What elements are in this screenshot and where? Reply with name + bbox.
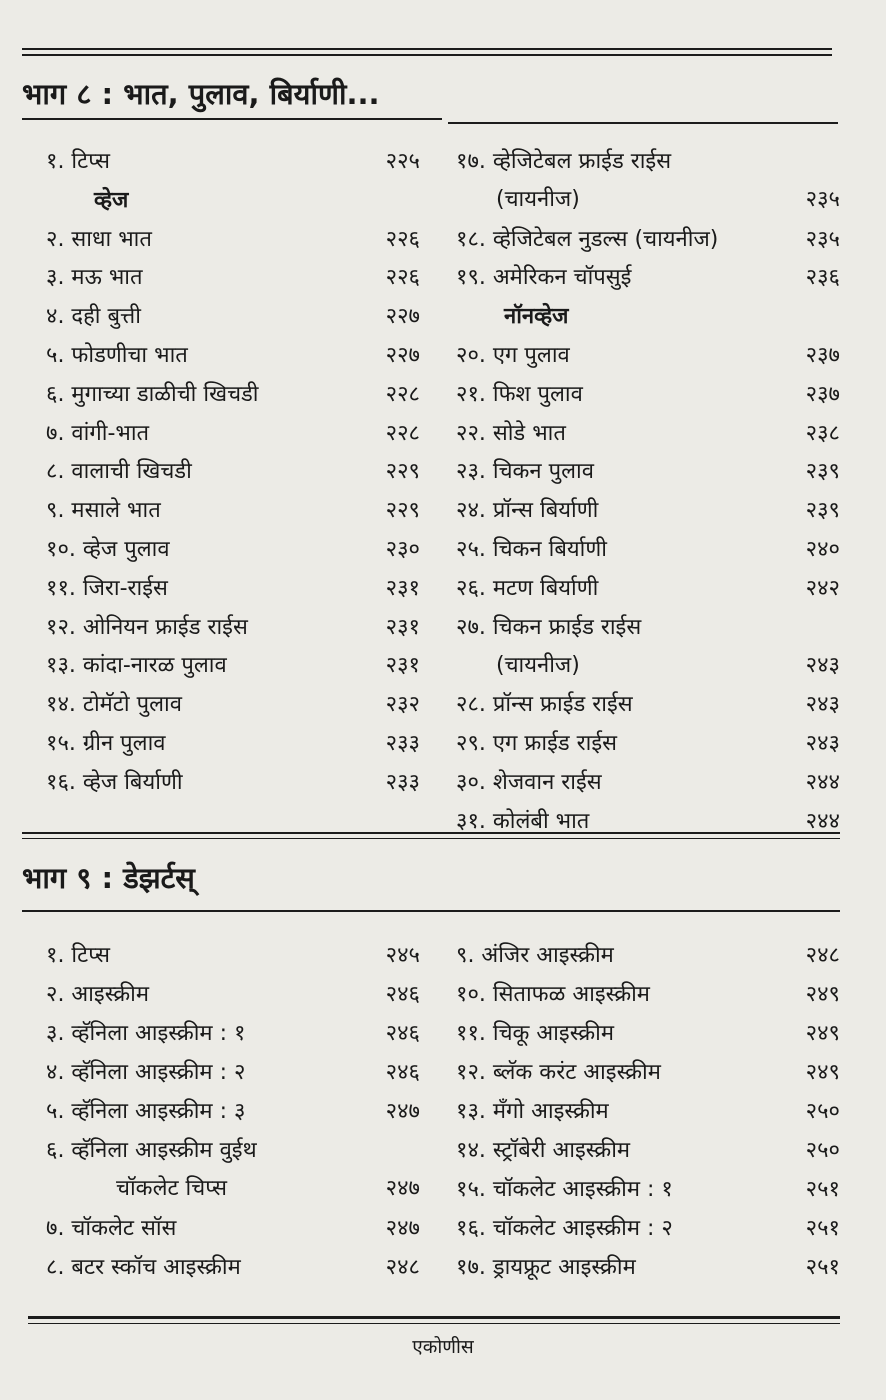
- toc-entry: [456, 612, 840, 678]
- bottom-rule: [28, 1316, 840, 1319]
- page-footer: एकोणीस: [412, 1336, 474, 1358]
- bottom-rule-2: [28, 1323, 840, 1324]
- toc-entry: [456, 1213, 840, 1253]
- toc-entry: [46, 418, 420, 458]
- toc-entry: [456, 495, 840, 535]
- entry-title: २४. प्रॉन्स बिर्याणी: [456, 498, 599, 524]
- page-number: २५०: [805, 1138, 840, 1163]
- entry-title: २७. चिकन फ्राईड राईस: [456, 614, 642, 640]
- page-number: २४३: [805, 692, 840, 718]
- toc-entry: [46, 262, 420, 302]
- toc-entry: [46, 495, 420, 535]
- entry-title: ४. दही बुत्ती: [46, 304, 141, 330]
- page-number: २२६: [385, 226, 420, 252]
- page-number: २५१: [805, 1255, 840, 1280]
- entry-title: ७. वांगी-भात: [46, 420, 150, 446]
- toc-entry: [456, 728, 840, 768]
- page-number: २३१: [385, 614, 420, 640]
- toc-entry: [456, 806, 840, 846]
- entry-title: १०. व्हेज पुलाव: [46, 537, 170, 562]
- entry-title-continued: (चायनीज): [496, 187, 580, 212]
- entry-title: २६. मटण बिर्याणी: [456, 575, 599, 601]
- entry-title: २५. चिकन बिर्याणी: [456, 537, 607, 562]
- toc-entry: [46, 1018, 420, 1058]
- page-number: २४८: [385, 1255, 420, 1280]
- entry-title: १. टिप्स: [46, 943, 110, 968]
- toc-entry: [456, 767, 840, 807]
- page-number: २४६: [385, 1060, 420, 1085]
- toc-entry: [456, 262, 840, 302]
- entry-title: ३. व्हॅनिला आइस्क्रीम : १: [46, 1021, 246, 1046]
- section8-heading-rule: [22, 118, 442, 120]
- entry-title: १५. चॉकलेट आइस्क्रीम : १: [456, 1177, 673, 1202]
- toc-entry: [46, 1057, 420, 1097]
- page-number: २५१: [805, 1216, 840, 1241]
- toc-entry: [456, 689, 840, 729]
- section8-heading-rule-right: [448, 122, 838, 124]
- entry-title: १९. अमेरिकन चॉपसुई: [456, 265, 632, 291]
- toc-entry: [46, 379, 420, 419]
- entry-title: १७. व्हेजिटेबल फ्राईड राईस: [456, 149, 672, 174]
- page-number: २२६: [385, 265, 420, 291]
- toc-entry: [456, 379, 840, 419]
- entry-title: ३१. कोलंबी भात: [456, 808, 590, 834]
- section9-heading-rule: [22, 910, 840, 912]
- toc-entry: [46, 456, 420, 496]
- toc-entry: [456, 1252, 840, 1292]
- entry-title: १३. कांदा-नारळ पुलाव: [46, 653, 227, 679]
- entry-title: १०. सिताफळ आइस्क्रीम: [456, 982, 650, 1007]
- page-number: २२८: [385, 381, 420, 407]
- toc-entry: [46, 1213, 420, 1253]
- page-number: २२९: [385, 459, 420, 485]
- toc-entry: [456, 1174, 840, 1214]
- entry-title: २. आइस्क्रीम: [46, 982, 150, 1007]
- page-number: २३७: [805, 381, 840, 407]
- toc-entry: [46, 224, 420, 264]
- toc-entry: [46, 301, 420, 341]
- toc-entry: [456, 418, 840, 458]
- toc-entry: [456, 340, 840, 380]
- entry-title: ५. व्हॅनिला आइस्क्रीम : ३: [46, 1099, 246, 1124]
- toc-entry: [46, 573, 420, 613]
- toc-entry: [46, 767, 420, 807]
- page-number: २२७: [385, 304, 420, 330]
- entry-title: ८. वालाची खिचडी: [46, 459, 192, 485]
- page-number: २४७: [385, 1216, 420, 1241]
- page-number: २३३: [385, 731, 420, 756]
- toc-entry: [456, 1135, 840, 1175]
- toc-entry: [46, 1252, 420, 1292]
- entry-title: १५. ग्रीन पुलाव: [46, 731, 166, 756]
- entry-title: ९. अंजिर आइस्क्रीम: [456, 943, 614, 968]
- page-number: २३९: [805, 459, 840, 485]
- page-number: २४४: [805, 769, 840, 795]
- page-number: २३१: [385, 575, 420, 601]
- page-number: २४९: [805, 982, 840, 1007]
- subheading: नॉनव्हेज: [504, 304, 569, 330]
- page-number: २२५: [385, 149, 420, 174]
- entry-title: ६. व्हॅनिला आइस्क्रीम वुईथ: [46, 1138, 257, 1163]
- page-number: २३१: [385, 653, 420, 679]
- toc-entry: [456, 146, 840, 212]
- toc-entry: [456, 940, 840, 980]
- page-number: २४७: [385, 1099, 420, 1124]
- entry-title: १७. ड्रायफ्रूट आइस्क्रीम: [456, 1255, 636, 1280]
- page-number: २४०: [805, 537, 840, 562]
- toc-entry: [456, 456, 840, 496]
- entry-title: २. साधा भात: [46, 226, 152, 252]
- toc-entry: [46, 612, 420, 652]
- toc-entry: [46, 650, 420, 690]
- entry-title: १६. व्हेज बिर्याणी: [46, 769, 183, 795]
- page-number: २२९: [385, 498, 420, 524]
- page-number: २५१: [805, 1177, 840, 1202]
- page-number: २३३: [385, 769, 420, 795]
- entry-title: ८. बटर स्कॉच आइस्क्रीम: [46, 1255, 241, 1280]
- page-number: २३२: [385, 692, 420, 718]
- section8-heading: भाग ८ : भात, पुलाव, बिर्याणी...: [22, 77, 380, 111]
- entry-title: २९. एग फ्राईड राईस: [456, 731, 618, 756]
- entry-title: ५. फोडणीचा भात: [46, 343, 188, 368]
- entry-title: २३. चिकन पुलाव: [456, 459, 594, 485]
- page-number: २३५: [805, 187, 840, 212]
- page-number: २४९: [805, 1060, 840, 1085]
- page-number: २३८: [805, 420, 840, 446]
- entry-title: ४. व्हॅनिला आइस्क्रीम : २: [46, 1060, 246, 1085]
- entry-title: १६. चॉकलेट आइस्क्रीम : २: [456, 1216, 673, 1241]
- section9-heading: भाग ९ : डेझर्टस्: [22, 861, 195, 895]
- entry-title: ३०. शेजवान राईस: [456, 769, 602, 795]
- toc-entry: [46, 689, 420, 729]
- page-number: २४४: [805, 808, 840, 834]
- page-number: २३०: [385, 537, 420, 562]
- toc-entry: [456, 979, 840, 1019]
- entry-title: १३. मँगो आइस्क्रीम: [456, 1099, 609, 1124]
- entry-title: ६. मुगाच्या डाळीची खिचडी: [46, 381, 259, 407]
- entry-title: १२. ब्लॅक करंट आइस्क्रीम: [456, 1060, 661, 1085]
- entry-title: १२. ओनियन फ्राईड राईस: [46, 614, 248, 640]
- entry-title: ७. चॉकलेट सॉस: [46, 1216, 177, 1241]
- page-number: २४९: [805, 1021, 840, 1046]
- page-number: २३६: [805, 265, 840, 291]
- toc-entry: [46, 340, 420, 380]
- entry-title-continued: (चायनीज): [496, 652, 580, 678]
- page-number: २४७: [385, 1176, 420, 1201]
- page-number: २३७: [805, 343, 840, 368]
- toc-entry: [46, 1135, 420, 1201]
- entry-title-continued: चॉकलेट चिप्स: [116, 1176, 228, 1201]
- entry-title: ९. मसाले भात: [46, 498, 161, 524]
- page-number: २३९: [805, 498, 840, 524]
- subheading: व्हेज: [94, 187, 129, 213]
- page-number: २३५: [805, 226, 840, 252]
- entry-title: ११. चिकू आइस्क्रीम: [456, 1021, 615, 1046]
- page-number: २२७: [385, 343, 420, 368]
- entry-title: १४. स्ट्रॉबेरी आइस्क्रीम: [456, 1138, 631, 1163]
- page-number: २४६: [385, 1021, 420, 1046]
- toc-entry: [456, 534, 840, 574]
- toc-entry: [456, 1096, 840, 1136]
- page-number: २२८: [385, 420, 420, 446]
- toc-entry: [46, 534, 420, 574]
- page-number: २५०: [805, 1099, 840, 1124]
- top-rule: [22, 48, 832, 50]
- toc-entry: [46, 728, 420, 768]
- toc-entry: [456, 224, 840, 264]
- entry-title: ११. जिरा-राईस: [46, 575, 168, 601]
- toc-entry: [456, 1018, 840, 1058]
- entry-title: २२. सोडे भात: [456, 420, 566, 446]
- toc-entry: [456, 573, 840, 613]
- page-number: २४६: [385, 982, 420, 1007]
- entry-title: १८. व्हेजिटेबल नुडल्स (चायनीज): [456, 226, 719, 252]
- entry-title: २०. एग पुलाव: [456, 343, 570, 368]
- toc-entry: [46, 940, 420, 980]
- entry-title: २८. प्रॉन्स फ्राईड राईस: [456, 692, 633, 718]
- page-number: २४२: [805, 575, 840, 601]
- entry-title: २१. फिश पुलाव: [456, 381, 583, 407]
- page-number: २४३: [805, 652, 840, 678]
- page-number: २४५: [385, 943, 420, 968]
- entry-title: १. टिप्स: [46, 149, 110, 174]
- page-number: २४८: [805, 943, 840, 968]
- toc-entry: [456, 1057, 840, 1097]
- entry-title: ३. मऊ भात: [46, 265, 143, 291]
- page-number: २४३: [805, 731, 840, 756]
- toc-entry: [46, 146, 420, 186]
- toc-entry: [46, 979, 420, 1019]
- top-rule-2: [22, 54, 832, 56]
- toc-entry: [46, 1096, 420, 1136]
- entry-title: १४. टोमॅटो पुलाव: [46, 692, 182, 718]
